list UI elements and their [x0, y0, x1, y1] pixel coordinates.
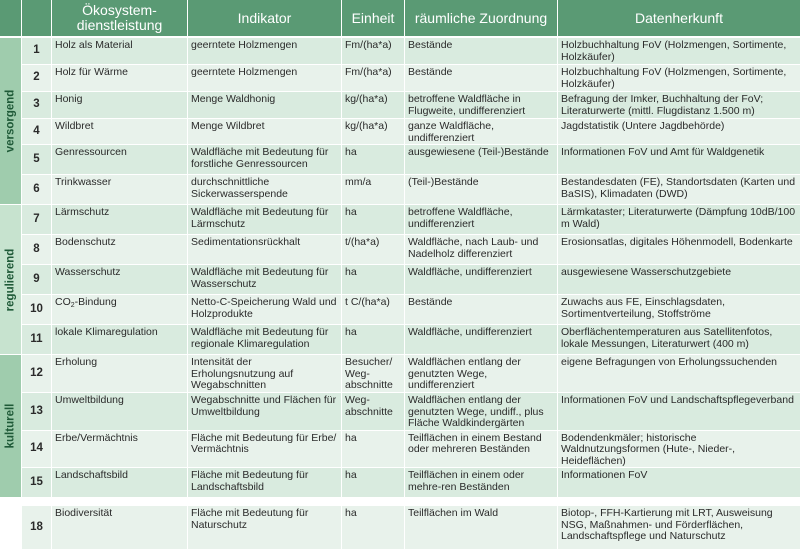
- cell-indicator: durchschnittliche Sickerwasserspende: [188, 175, 342, 205]
- table-row: [0, 506, 800, 550]
- row-number: 9: [22, 265, 52, 295]
- header-unit: Einheit: [342, 0, 405, 38]
- cell-source: Oberflächentemperaturen aus Satellitenfotos, lokale Messungen, Literaturwert (400 m): [558, 325, 800, 355]
- table-row: [0, 355, 800, 393]
- cell-spatial: Waldfläche, undifferenziert: [405, 265, 558, 295]
- cell-indicator: Waldfläche mit Bedeutung für regionale Klimaregulation: [188, 325, 342, 355]
- table-row: [0, 431, 800, 469]
- cell-indicator: Waldfläche mit Bedeutung für forstliche Genressourcen: [188, 145, 342, 175]
- cell-source: Informationen FoV und Amt für Waldgenetik: [558, 145, 800, 175]
- table-row: [0, 65, 800, 92]
- header-spatial: räumliche Zuordnung: [405, 0, 558, 38]
- cell-spatial: Waldflächen entlang der genutzten Wege, undiff., plus Fläche Waldkindergärten: [405, 393, 558, 431]
- table-row: [0, 92, 800, 119]
- category-label: kulturell: [3, 403, 16, 449]
- table-gap: [0, 498, 800, 506]
- gap-cell: [0, 498, 800, 506]
- table-row: [0, 235, 800, 265]
- cell-source: Jagdstatistik (Untere Jagdbehörde): [558, 119, 800, 145]
- row-number: 6: [22, 175, 52, 205]
- cell-service: Wildbret: [52, 119, 188, 145]
- cell-spatial: betroffene Waldfläche in Flugweite, undifferenziert: [405, 92, 558, 119]
- table-row: [0, 38, 800, 65]
- table-row: [0, 119, 800, 145]
- category-regulierend: [0, 205, 22, 355]
- header-category: [0, 0, 22, 38]
- row-number: 4: [22, 119, 52, 145]
- cell-unit: ha: [342, 145, 405, 175]
- table-row: [0, 295, 800, 325]
- cell-unit: ha: [342, 265, 405, 295]
- cell-spatial: Teilflächen in einem oder mehre-ren Beständen: [405, 468, 558, 498]
- cell-source: Bestandesdaten (FE), Standortsdaten (Karten und BaSIS), Klimadaten (DWD): [558, 175, 800, 205]
- cell-indicator: Sedimentationsrückhalt: [188, 235, 342, 265]
- cell-source: Holzbuchhaltung FoV (Holzmengen, Sortimente, Holzkäufer): [558, 65, 800, 92]
- cell-unit: ha: [342, 205, 405, 235]
- cell-service: Biodiversität: [52, 506, 188, 550]
- cell-service: Umweltbildung: [52, 393, 188, 431]
- header-indicator: Indikator: [188, 0, 342, 38]
- cell-indicator: Intensität der Erholungsnutzung auf Wegabschnitten: [188, 355, 342, 393]
- cell-service: Erbe/Vermächtnis: [52, 431, 188, 469]
- cell-unit: kg/(ha*a): [342, 92, 405, 119]
- cell-service: lokale Klimaregulation: [52, 325, 188, 355]
- row-number: 1: [22, 38, 52, 65]
- cell-indicator: Waldfläche mit Bedeutung für Wasserschutz: [188, 265, 342, 295]
- cell-spatial: Waldfläche, undifferenziert: [405, 325, 558, 355]
- cell-source: ausgewiesene Wasserschutzgebiete: [558, 265, 800, 295]
- row-number: 8: [22, 235, 52, 265]
- cell-spatial: Teilflächen in einem Bestand oder mehreren Beständen: [405, 431, 558, 469]
- cell-source: Informationen FoV: [558, 468, 800, 498]
- cell-service: Genressourcen: [52, 145, 188, 175]
- cell-spatial: Bestände: [405, 38, 558, 65]
- header-row: [0, 0, 800, 38]
- cell-service: Trinkwasser: [52, 175, 188, 205]
- cell-spatial: ausgewiesene (Teil-)Bestände: [405, 145, 558, 175]
- cell-service: Landschaftsbild: [52, 468, 188, 498]
- row-number: 10: [22, 295, 52, 325]
- cell-spatial: Bestände: [405, 65, 558, 92]
- cell-spatial: Bestände: [405, 295, 558, 325]
- row-number: 18: [22, 506, 52, 550]
- table-row: [0, 175, 800, 205]
- cell-unit: ha: [342, 506, 405, 550]
- cell-spatial: Waldflächen entlang der genutzten Wege, undifferenziert: [405, 355, 558, 393]
- cell-service: Erholung: [52, 355, 188, 393]
- table-row: [0, 265, 800, 295]
- header-source: Datenherkunft: [558, 0, 800, 38]
- header-number: [22, 0, 52, 38]
- cell-spatial: (Teil-)Bestände: [405, 175, 558, 205]
- cell-unit: ha: [342, 431, 405, 469]
- table-row: [0, 468, 800, 498]
- cell-source: eigene Befragungen von Erholungssuchenden: [558, 355, 800, 393]
- row-number: 5: [22, 145, 52, 175]
- cell-unit: kg/(ha*a): [342, 119, 405, 145]
- cell-service: $CO_2$-Bindung: [52, 295, 188, 325]
- cell-source: Befragung der Imker, Buchhaltung der FoV; Literaturwerte (mittl. Flugdistanz 1.500 m): [558, 92, 800, 119]
- cell-unit: ha: [342, 468, 405, 498]
- row-number: 13: [22, 393, 52, 431]
- cell-indicator: Wegabschnitte und Flächen für Umweltbildung: [188, 393, 342, 431]
- cell-indicator: Fläche mit Bedeutung für Naturschutz: [188, 506, 342, 550]
- cell-service: Holz als Material: [52, 38, 188, 65]
- cell-spatial: Waldfläche, nach Laub- und Nadelholz differenziert: [405, 235, 558, 265]
- cell-indicator: Menge Waldhonig: [188, 92, 342, 119]
- cell-unit: ha: [342, 325, 405, 355]
- row-number: 3: [22, 92, 52, 119]
- table-row: [0, 393, 800, 431]
- table-row: [0, 325, 800, 355]
- cell-spatial: ganze Waldfläche, undifferenziert: [405, 119, 558, 145]
- cell-indicator: geerntete Holzmengen: [188, 65, 342, 92]
- row-number: 15: [22, 468, 52, 498]
- cell-unit: t C/(ha*a): [342, 295, 405, 325]
- row-number: 12: [22, 355, 52, 393]
- cell-service: Wasserschutz: [52, 265, 188, 295]
- category-label: regulierend: [3, 248, 16, 311]
- cell-unit: Weg-abschnitte: [342, 393, 405, 431]
- cell-source: Bodendenkmäler; historische Waldnutzungsformen (Hute-, Nieder-, Heideflächen): [558, 431, 800, 469]
- cell-unit: Besucher/ Weg-abschnitte: [342, 355, 405, 393]
- cell-source: Informationen FoV und Landschaftspflegeverband: [558, 393, 800, 431]
- cell-source: Holzbuchhaltung FoV (Holzmengen, Sortimente, Holzkäufer): [558, 38, 800, 65]
- cell-unit: Fm/(ha*a): [342, 38, 405, 65]
- cell-source: Biotop-, FFH-Kartierung mit LRT, Ausweisung NSG, Maßnahmen- und Förderflächen, Landschaftspflege und Naturschutz: [558, 506, 800, 550]
- row-number: 2: [22, 65, 52, 92]
- cell-service: Lärmschutz: [52, 205, 188, 235]
- cell-service: Holz für Wärme: [52, 65, 188, 92]
- cell-indicator: Fläche mit Bedeutung für Erbe/ Vermächtnis: [188, 431, 342, 469]
- table-row: [0, 145, 800, 175]
- row-number: 11: [22, 325, 52, 355]
- cell-service: Honig: [52, 92, 188, 119]
- cell-service: Bodenschutz: [52, 235, 188, 265]
- category-label: versorgend: [3, 89, 16, 153]
- cell-unit: mm/a: [342, 175, 405, 205]
- cell-source: Erosionsatlas, digitales Höhenmodell, Bodenkarte: [558, 235, 800, 265]
- cell-source: Zuwachs aus FE, Einschlagsdaten, Sortimentverteilung, Stoffströme: [558, 295, 800, 325]
- cell-indicator: Fläche mit Bedeutung für Landschaftsbild: [188, 468, 342, 498]
- table-row: [0, 205, 800, 235]
- cell-source: Lärmkataster; Literaturwerte (Dämpfung 10dB/100 m Wald): [558, 205, 800, 235]
- cell-spatial: Teilflächen im Wald: [405, 506, 558, 550]
- header-ecosystem-service: Ökosystem- dienstleistung: [52, 0, 188, 38]
- cell-spatial: betroffene Waldfläche, undifferenziert: [405, 205, 558, 235]
- cell-unit: t/(ha*a): [342, 235, 405, 265]
- cell-indicator: geerntete Holzmengen: [188, 38, 342, 65]
- cell-indicator: Waldfläche mit Bedeutung für Lärmschutz: [188, 205, 342, 235]
- cell-indicator: Menge Wildbret: [188, 119, 342, 145]
- category-versorgend: [0, 38, 22, 205]
- cell-unit: Fm/(ha*a): [342, 65, 405, 92]
- row-number: 14: [22, 431, 52, 469]
- cell-indicator: Netto-C-Speicherung Wald und Holzprodukte: [188, 295, 342, 325]
- category-kulturell: [0, 355, 22, 498]
- row-number: 7: [22, 205, 52, 235]
- category-empty: [0, 506, 22, 550]
